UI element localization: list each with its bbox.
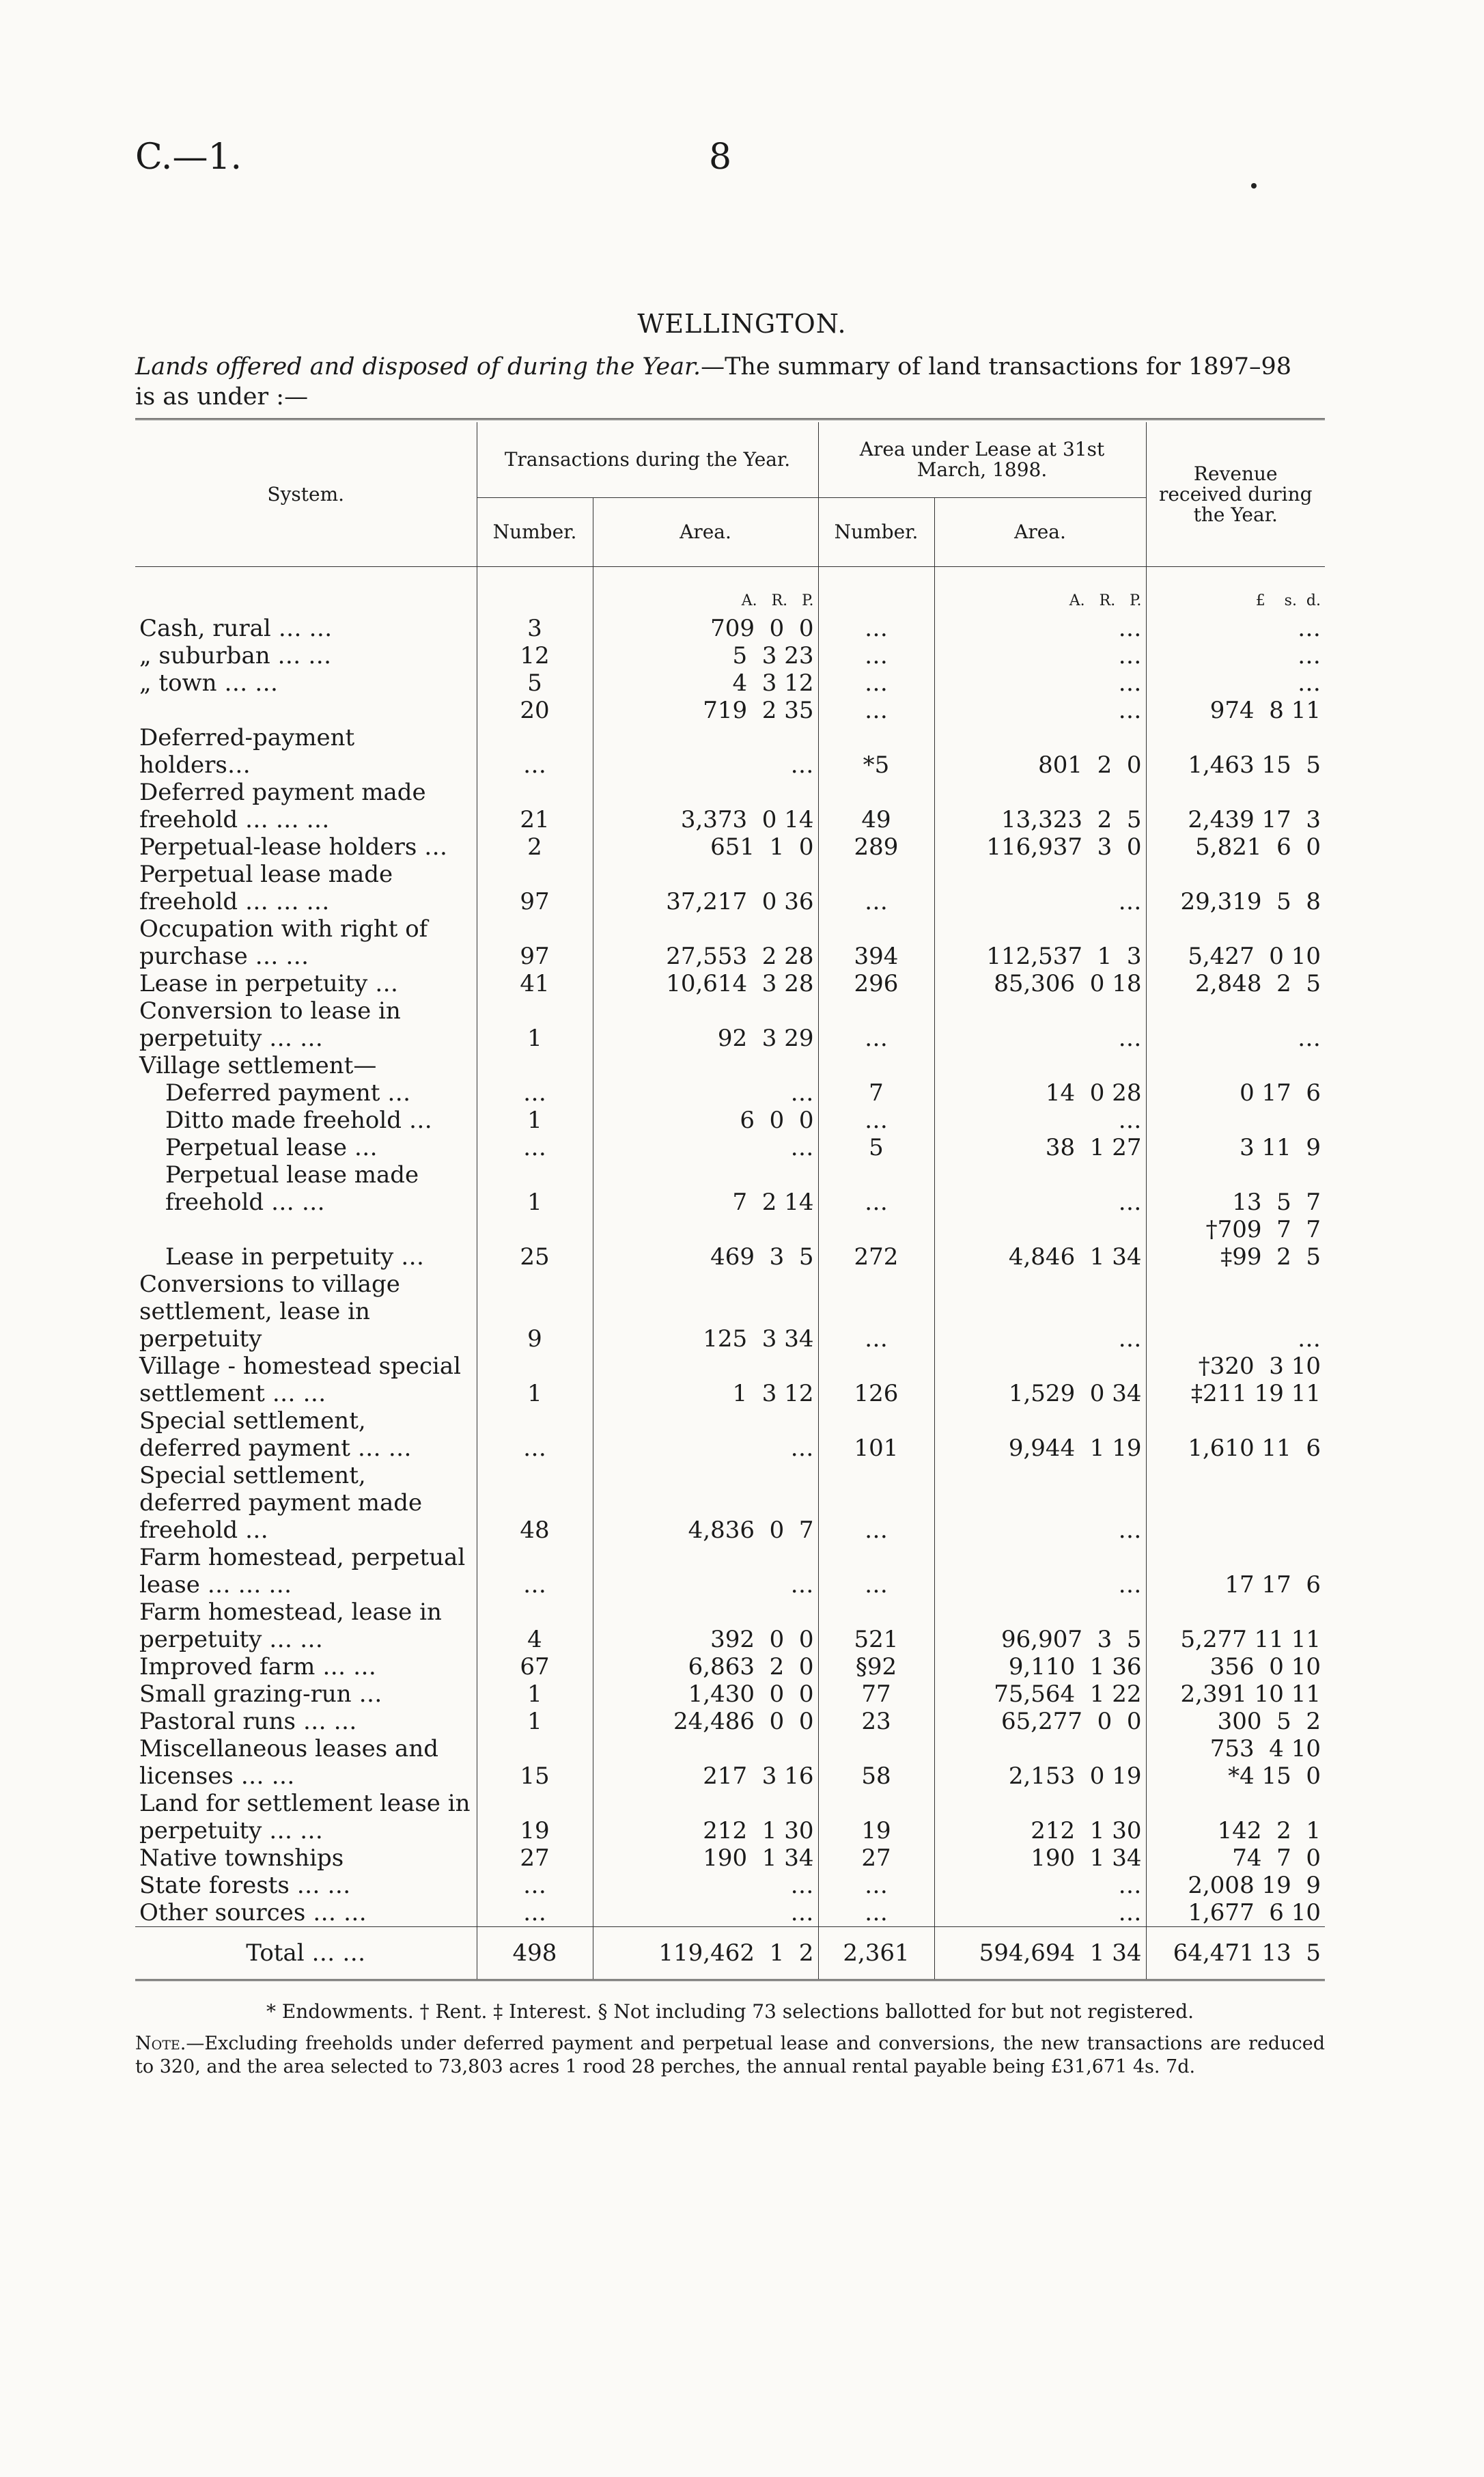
row-lease-number: … — [818, 861, 934, 915]
row-number: 19 — [477, 1790, 593, 1844]
row-system: Deferred payment made freehold … … … — [139, 779, 426, 833]
table-row — [135, 1708, 1325, 1735]
row-lease-number: 126 — [818, 1353, 934, 1407]
row-number: 67 — [477, 1653, 593, 1680]
row-revenue — [1146, 1052, 1325, 1079]
table-row — [135, 1653, 1325, 1680]
row-revenue: 142 2 1 — [1146, 1790, 1325, 1844]
row-number: 20 — [477, 697, 593, 724]
row-lease-area: … — [934, 1161, 1146, 1216]
row-area: … — [593, 724, 818, 779]
row-lease-number: 27 — [818, 1844, 934, 1872]
row-revenue: 5,277 11 11 — [1146, 1599, 1325, 1653]
table-row — [135, 697, 1325, 724]
table-row — [135, 861, 1325, 915]
row-lease-area: 2,153 0 19 — [934, 1735, 1146, 1790]
row-number: 3 — [477, 615, 593, 642]
row-number: 4 — [477, 1599, 593, 1653]
header-transactions: Transactions during the Year. — [477, 422, 818, 498]
row-area: … — [593, 1134, 818, 1161]
row-lease-number: 77 — [818, 1680, 934, 1708]
total-label: Total … … — [135, 1927, 477, 1980]
row-revenue: 753 4 10 *4 15 0 — [1146, 1735, 1325, 1790]
row-lease-area: … — [934, 1899, 1146, 1927]
row-lease-area: … — [934, 697, 1146, 724]
table-row — [135, 1872, 1325, 1899]
row-lease-number: … — [818, 1462, 934, 1544]
row-number: 1 — [477, 1680, 593, 1708]
row-system: Perpetual lease … — [165, 1134, 378, 1161]
row-system: Pastoral runs … … — [139, 1708, 357, 1735]
row-number: 48 — [477, 1462, 593, 1544]
row-area: 651 1 0 — [593, 833, 818, 861]
row-area: 217 3 16 — [593, 1735, 818, 1790]
row-revenue: 974 8 11 — [1146, 697, 1325, 724]
row-area: 92 3 29 — [593, 997, 818, 1052]
row-revenue: 1,463 15 5 — [1146, 724, 1325, 779]
row-system: Lease in perpetuity … — [139, 970, 399, 997]
header-number: Number. — [477, 498, 593, 567]
row-lease-area: 112,537 1 3 — [934, 915, 1146, 970]
row-number: 1 — [477, 1708, 593, 1735]
header-area-2: Area. — [934, 498, 1146, 567]
row-lease-area: 9,110 1 36 — [934, 1653, 1146, 1680]
row-lease-number: … — [818, 997, 934, 1052]
row-number: 9 — [477, 1271, 593, 1353]
row-lease-area: … — [934, 997, 1146, 1052]
row-system: Farm homestead, perpetual lease … … … — [139, 1544, 466, 1599]
row-revenue: 5,427 0 10 — [1146, 915, 1325, 970]
unit-area: A. R. P. — [593, 567, 818, 615]
row-area: 4 3 12 — [593, 669, 818, 697]
row-area: 37,217 0 36 — [593, 861, 818, 915]
section-title: WELLINGTON. — [637, 309, 847, 339]
row-number: 1 — [477, 1353, 593, 1407]
total-number: 498 — [477, 1927, 593, 1980]
row-lease-area: 96,907 3 5 — [934, 1599, 1146, 1653]
row-lease-number: 521 — [818, 1599, 934, 1653]
row-revenue: 300 5 2 — [1146, 1708, 1325, 1735]
total-area: 119,462 1 2 — [593, 1927, 818, 1980]
intro-text: —The summary of land transactions for 1897–98 — [701, 353, 1292, 380]
row-revenue: … — [1146, 669, 1325, 697]
row-area: 10,614 3 28 — [593, 970, 818, 997]
row-system: Deferred payment … — [165, 1079, 411, 1107]
footnote-symbols: * Endowments. † Rent. ‡ Interest. § Not including 73 selections ballotted for but not registered. — [266, 2000, 1194, 2023]
table-row — [135, 1680, 1325, 1708]
row-system: Deferred-payment holders… — [139, 724, 355, 779]
row-lease-number: 7 — [818, 1079, 934, 1107]
row-area: 392 0 0 — [593, 1599, 818, 1653]
row-system: Small grazing-run … — [139, 1680, 382, 1708]
row-area: 719 2 35 — [593, 697, 818, 724]
total-lease-area: 594,694 1 34 — [934, 1927, 1146, 1980]
row-system: Cash, rural … … — [139, 615, 333, 642]
row-revenue: †320 3 10 ‡211 19 11 — [1146, 1353, 1325, 1407]
table-row — [135, 1134, 1325, 1161]
row-lease-area: … — [934, 615, 1146, 642]
row-system: „ town … … — [139, 669, 279, 697]
table-row — [135, 1735, 1325, 1790]
row-lease-number: … — [818, 1544, 934, 1599]
row-number: 97 — [477, 915, 593, 970]
intro-text-2: is as under :— — [135, 383, 309, 411]
series-number: C.—1. — [135, 137, 242, 178]
row-number: 1 — [477, 997, 593, 1052]
row-system: Conversion to lease in perpetuity … … — [139, 997, 401, 1052]
row-revenue: 5,821 6 0 — [1146, 833, 1325, 861]
row-lease-area: 14 0 28 — [934, 1079, 1146, 1107]
row-number: 41 — [477, 970, 593, 997]
row-revenue: 17 17 6 — [1146, 1544, 1325, 1599]
row-area — [593, 1052, 818, 1079]
row-lease-area: 212 1 30 — [934, 1790, 1146, 1844]
table-row — [135, 1899, 1325, 1927]
row-lease-number: 19 — [818, 1790, 934, 1844]
row-revenue: … — [1146, 642, 1325, 669]
row-system: Village - homestead special settlement … … — [139, 1353, 462, 1407]
row-system: Special settlement, deferred payment … … — [139, 1407, 412, 1462]
header-lease: Area under Lease at 31st March, 1898. — [818, 422, 1146, 498]
row-revenue: 29,319 5 8 — [1146, 861, 1325, 915]
table-row — [135, 1790, 1325, 1844]
row-number: 2 — [477, 833, 593, 861]
row-lease-number: … — [818, 697, 934, 724]
row-number: … — [477, 1079, 593, 1107]
row-revenue — [1146, 1107, 1325, 1134]
page-number: 8 — [709, 137, 732, 178]
table-row — [135, 1407, 1325, 1462]
row-lease-area: 9,944 1 19 — [934, 1407, 1146, 1462]
row-area: 709 0 0 — [593, 615, 818, 642]
row-number: … — [477, 724, 593, 779]
table-row — [135, 1271, 1325, 1353]
row-area: 7 2 14 — [593, 1161, 818, 1216]
total-row — [135, 1927, 1325, 1980]
row-lease-area: … — [934, 1462, 1146, 1544]
table-row — [135, 1107, 1325, 1134]
row-lease-number: … — [818, 642, 934, 669]
row-number: 5 — [477, 669, 593, 697]
row-lease-area: 75,564 1 22 — [934, 1680, 1146, 1708]
row-lease-number: … — [818, 1271, 934, 1353]
row-lease-number: 49 — [818, 779, 934, 833]
row-lease-number: 272 — [818, 1216, 934, 1271]
row-area: 1,430 0 0 — [593, 1680, 818, 1708]
row-system: Land for settlement lease in perpetuity … … — [139, 1790, 471, 1844]
row-number: 12 — [477, 642, 593, 669]
row-lease-number — [818, 1052, 934, 1079]
row-number: 15 — [477, 1735, 593, 1790]
intro-lead: Lands offered and disposed of during the Year. — [135, 353, 701, 380]
footnote-note — [135, 2032, 1325, 2079]
row-system: Other sources … … — [139, 1899, 367, 1926]
row-lease-area: … — [934, 669, 1146, 697]
header-area: Area. — [593, 498, 818, 567]
row-number: 25 — [477, 1216, 593, 1271]
row-revenue: 13 5 7 — [1146, 1161, 1325, 1216]
total-revenue: 64,471 13 5 — [1146, 1927, 1325, 1980]
row-system: Miscellaneous leases and licenses … … — [139, 1735, 438, 1790]
table-row — [135, 970, 1325, 997]
row-system: Perpetual lease made freehold … … — [165, 1161, 419, 1216]
row-number: … — [477, 1407, 593, 1462]
row-system: Improved farm … … — [139, 1653, 377, 1680]
row-number: … — [477, 1134, 593, 1161]
row-revenue: 3 11 9 — [1146, 1134, 1325, 1161]
row-lease-number: … — [818, 1872, 934, 1899]
table-row — [135, 669, 1325, 697]
row-lease-area: 1,529 0 34 — [934, 1353, 1146, 1407]
row-lease-area: … — [934, 1872, 1146, 1899]
table-row — [135, 1544, 1325, 1599]
row-revenue: 1,610 11 6 — [1146, 1407, 1325, 1462]
row-area: 4,836 0 7 — [593, 1462, 818, 1544]
row-revenue: 2,008 19 9 — [1146, 1872, 1325, 1899]
row-revenue: 356 0 10 — [1146, 1653, 1325, 1680]
row-number: 27 — [477, 1844, 593, 1872]
total-lease-number: 2,361 — [818, 1927, 934, 1980]
row-revenue: 2,391 10 11 — [1146, 1680, 1325, 1708]
row-lease-number: … — [818, 669, 934, 697]
row-system: Perpetual lease made freehold … … … — [139, 861, 393, 915]
row-lease-area: 801 2 0 — [934, 724, 1146, 779]
header-system: System. — [135, 422, 477, 567]
row-number: 21 — [477, 779, 593, 833]
table-row — [135, 1353, 1325, 1407]
table-row — [135, 1599, 1325, 1653]
unit-revenue: £ s. d. — [1146, 567, 1325, 615]
row-lease-area: 4,846 1 34 — [934, 1216, 1146, 1271]
row-revenue: 2,848 2 5 — [1146, 970, 1325, 997]
note-label: Note. — [135, 2033, 186, 2054]
table-row — [135, 1844, 1325, 1872]
row-lease-number: … — [818, 1161, 934, 1216]
table-row — [135, 1462, 1325, 1544]
row-system: Conversions to village settlement, lease in perpetuity — [139, 1271, 400, 1353]
table-row — [135, 1161, 1325, 1216]
header-number-2: Number. — [818, 498, 934, 567]
row-lease-number: §92 — [818, 1653, 934, 1680]
table-row — [135, 915, 1325, 970]
row-lease-number: … — [818, 615, 934, 642]
row-revenue: 2,439 17 3 — [1146, 779, 1325, 833]
row-lease-number: *5 — [818, 724, 934, 779]
table-row — [135, 1079, 1325, 1107]
row-system: Farm homestead, lease in perpetuity … … — [139, 1599, 442, 1653]
table-row — [135, 615, 1325, 642]
row-area: 1 3 12 — [593, 1353, 818, 1407]
row-lease-area: 85,306 0 18 — [934, 970, 1146, 997]
table-row — [135, 833, 1325, 861]
row-area: 5 3 23 — [593, 642, 818, 669]
units-row — [135, 567, 1325, 615]
row-revenue-interest: ‡99 2 5 — [1220, 1243, 1321, 1271]
row-lease-area: … — [934, 861, 1146, 915]
row-lease-area: … — [934, 642, 1146, 669]
header-revenue: Revenue received during the Year. — [1146, 422, 1325, 567]
row-area: 27,553 2 28 — [593, 915, 818, 970]
row-lease-area: … — [934, 1271, 1146, 1353]
unit-area-2: A. R. P. — [934, 567, 1146, 615]
row-area: 24,486 0 0 — [593, 1708, 818, 1735]
row-number: … — [477, 1899, 593, 1927]
ink-dot — [1251, 183, 1257, 189]
row-system: Lease in perpetuity … — [165, 1243, 425, 1271]
row-revenue — [1146, 1462, 1325, 1544]
row-revenue: … — [1146, 1271, 1325, 1353]
table-row — [135, 642, 1325, 669]
row-area: 125 3 34 — [593, 1271, 818, 1353]
row-area: 6,863 2 0 — [593, 1653, 818, 1680]
row-system: Occupation with right of purchase … … — [139, 915, 428, 970]
row-lease-area: 116,937 3 0 — [934, 833, 1146, 861]
row-system: Perpetual-lease holders … — [139, 833, 448, 861]
land-transactions-table — [135, 422, 1325, 1981]
row-area: … — [593, 1079, 818, 1107]
row-lease-area: 13,323 2 5 — [934, 779, 1146, 833]
table-row — [135, 1216, 1325, 1271]
row-system: „ suburban … … — [139, 642, 332, 669]
row-revenue: … — [1146, 615, 1325, 642]
row-number — [477, 1052, 593, 1079]
row-area: … — [593, 1899, 818, 1927]
row-lease-number: … — [818, 1899, 934, 1927]
row-lease-area: 38 1 27 — [934, 1134, 1146, 1161]
row-area: 3,373 0 14 — [593, 779, 818, 833]
row-lease-number: 296 — [818, 970, 934, 997]
row-revenue: … — [1146, 997, 1325, 1052]
row-lease-area: 190 1 34 — [934, 1844, 1146, 1872]
row-lease-number: 394 — [818, 915, 934, 970]
row-revenue-interest: *4 15 0 — [1228, 1762, 1321, 1790]
row-system: Native townships — [139, 1844, 344, 1872]
row-lease-area: … — [934, 1544, 1146, 1599]
table-row — [135, 724, 1325, 779]
row-area: 469 3 5 — [593, 1216, 818, 1271]
row-lease-number: 5 — [818, 1134, 934, 1161]
row-system: Special settlement, deferred payment made freehold … — [139, 1462, 423, 1544]
row-area: … — [593, 1872, 818, 1899]
row-lease-number: 289 — [818, 833, 934, 861]
row-area: … — [593, 1544, 818, 1599]
row-revenue: 74 7 0 — [1146, 1844, 1325, 1872]
table-row — [135, 1052, 1325, 1079]
row-lease-number: … — [818, 1107, 934, 1134]
row-area: 190 1 34 — [593, 1844, 818, 1872]
table-body — [135, 567, 1325, 1927]
row-revenue: 1,677 6 10 — [1146, 1899, 1325, 1927]
row-number: … — [477, 1872, 593, 1899]
row-revenue: 0 17 6 — [1146, 1079, 1325, 1107]
row-lease-number: 101 — [818, 1407, 934, 1462]
row-lease-number: 58 — [818, 1735, 934, 1790]
intro-paragraph — [135, 352, 1337, 412]
row-system: Ditto made freehold … — [165, 1107, 432, 1134]
row-area: … — [593, 1407, 818, 1462]
row-system: Village settlement— — [139, 1052, 377, 1079]
table-row — [135, 997, 1325, 1052]
row-revenue: †709 7 7 ‡99 2 5 — [1146, 1216, 1325, 1271]
row-number: 1 — [477, 1161, 593, 1216]
row-revenue-interest: ‡211 19 11 — [1190, 1380, 1321, 1407]
row-number: … — [477, 1544, 593, 1599]
row-lease-number: 23 — [818, 1708, 934, 1735]
row-lease-area — [934, 1052, 1146, 1079]
note-text: —Excluding freeholds under deferred payment and perpetual lease and conversions, the new transactions are reduced to 320, and the area selected to 73,803 acres 1 rood 28 perches, the annual rental payable being £31,671 4s. 7d. — [135, 2033, 1325, 2077]
row-lease-area: … — [934, 1107, 1146, 1134]
row-area: 6 0 0 — [593, 1107, 818, 1134]
row-system — [135, 697, 477, 724]
row-number: 97 — [477, 861, 593, 915]
table-row — [135, 779, 1325, 833]
row-lease-area: 65,277 0 0 — [934, 1708, 1146, 1735]
row-number: 1 — [477, 1107, 593, 1134]
row-system: State forests … … — [139, 1872, 351, 1899]
row-area: 212 1 30 — [593, 1790, 818, 1844]
